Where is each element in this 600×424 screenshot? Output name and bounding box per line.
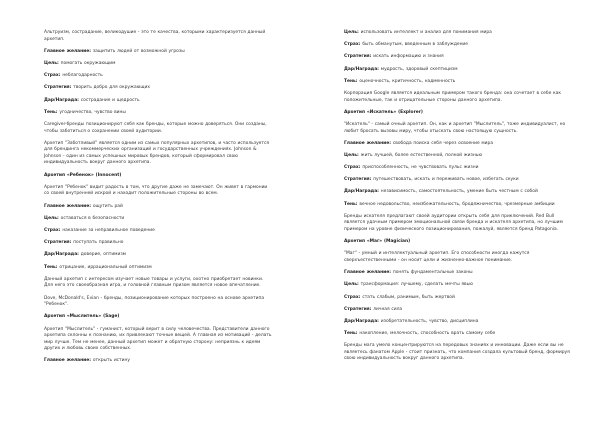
trait-colon: : xyxy=(358,165,363,171)
trait-label: Страх xyxy=(44,73,59,79)
trait-line xyxy=(344,30,576,37)
trait-colon: : xyxy=(369,306,374,312)
section-heading xyxy=(44,173,272,180)
trait-label: Страх xyxy=(344,42,359,48)
trait-colon: : xyxy=(357,152,361,158)
trait-line xyxy=(344,42,576,49)
trait-line xyxy=(344,79,576,86)
trait-value: ощутить рай xyxy=(92,203,123,209)
trait-line xyxy=(344,270,576,277)
trait-line xyxy=(44,216,272,223)
trait-line xyxy=(44,98,272,105)
trait-value: путешествовать, искать и переживать новое, избегать скуки xyxy=(373,177,519,183)
paragraph: Бренды искателя предлагают своей аудитории открыть себя для приключений. Red Bull является удачным примером эмоциональной связи бренда и искателя архетипа, но лучшим примером на уровне физического позиционирования, пожалуй, является бренд Patagonia. xyxy=(344,213,563,232)
trait-line xyxy=(44,265,272,272)
trait-value: вечное недовольство, неизбежательность, бродяжничество, чрезмерные амбиции xyxy=(359,201,555,207)
paragraph: Архетип "Заботливый" является одним из самых популярных архетипов, и часто используется для брендинга некоммерческих организаций и государственных учреждениях. Johnson & Johnson - один из самых успешных мировых брендов, который сформировал свою индивидуальность вокруг данного архетипа. xyxy=(44,140,269,166)
trait-value: защитить людей от возможной угрозы xyxy=(92,48,185,54)
trait-value: приспособленность, не чувствовать пульс жизни xyxy=(362,165,479,171)
trait-label: Тень xyxy=(44,264,56,270)
trait-label: Стратегия xyxy=(344,177,370,183)
trait-colon: : xyxy=(55,264,60,270)
trait-colon: : xyxy=(57,60,61,66)
trait-label: Цель xyxy=(344,152,358,158)
trait-value: оставаться в безопасности xyxy=(60,215,125,221)
paragraph: Бренды мага умело концентрируются на передовых знаниях и инновации. Даже если вы не являетесь фанатом Apple - стоит признать, что компания создала культовый бренд, формируя свою индивидуальность вокруг данного архетипа. xyxy=(344,343,570,362)
trait-colon: : xyxy=(389,270,393,276)
trait-value: доверие, оптимизм xyxy=(80,252,126,258)
trait-colon: : xyxy=(89,358,93,364)
trait-value: быть обманутым, введенным в заблуждение xyxy=(362,42,468,48)
trait-line xyxy=(44,240,272,247)
trait-value: сострадание и щедрость xyxy=(80,97,140,103)
trait-value: трансформация: лучшему, сделать мечты явью xyxy=(360,282,473,288)
trait-label: Страх xyxy=(344,294,359,300)
trait-colon: : xyxy=(355,201,360,207)
trait-value: независимость, самостоятельность, умение быть честным с собой xyxy=(380,189,538,195)
trait-line xyxy=(344,295,576,302)
right-column xyxy=(344,30,576,369)
trait-value: мудрость, здоровый скептицизм xyxy=(380,66,458,72)
section-heading xyxy=(344,239,576,246)
trait-line xyxy=(344,141,576,148)
trait-line xyxy=(344,282,576,289)
trait-label: Главное желание xyxy=(344,140,390,146)
trait-value: оценочность, критичность, надменность xyxy=(359,78,456,84)
trait-line xyxy=(44,252,272,259)
paragraph: Архетип "Ребенок" видит радость в том, что другие даже не замечают. Он живет в гармонии со своей внутренней искрой и находит положительные стороны во всем. xyxy=(44,184,268,197)
trait-value: понять фундаментальные законы xyxy=(392,270,473,276)
trait-label: Главное желание xyxy=(44,48,90,54)
trait-colon: : xyxy=(77,252,81,258)
trait-line xyxy=(344,165,576,172)
paragraph: Архетип "Мыслитель" - гуманист, который верит в силу человечества. Представители данного архетипа склонны к познанию, их привлекают точные вещей. А главная из мотиваций - делать мир лучше. Тем не менее, данный архетип может и обратную сторону: неприязнь к идеям других и любовь своих собственных. xyxy=(44,326,272,352)
trait-colon: : xyxy=(57,215,61,221)
trait-value: изобретательность, чувство, дисциплина xyxy=(380,318,479,324)
trait-colon: : xyxy=(389,140,393,146)
trait-label: Дар/Награда xyxy=(44,97,78,103)
section-heading-text: Архетип «Маг» (Magician) xyxy=(344,239,411,245)
trait-colon: : xyxy=(89,48,93,54)
trait-label: Главное желание xyxy=(44,203,90,209)
trait-value: стать слабым, ранимым, быть жертвой xyxy=(362,294,455,300)
trait-colon: : xyxy=(58,73,63,79)
trait-line xyxy=(44,73,272,80)
trait-label: Главное желание xyxy=(44,358,90,364)
trait-label: Цель xyxy=(44,215,58,221)
paragraph: Данный архетип с интересом изучает новые товары и услуги, охотно приобретает новинки. Для него это своеобразная игра, и головной главным призом является новое впечатление. xyxy=(44,276,264,289)
trait-colon: : xyxy=(69,240,74,246)
trait-label: Цель xyxy=(344,30,358,35)
trait-label: Страх xyxy=(44,228,59,233)
trait-label: Главное желание xyxy=(344,270,390,276)
trait-label: Тень xyxy=(344,78,356,84)
trait-line xyxy=(344,202,576,209)
paragraph: Caregiver-бренды позиционируют себя как бренды, которые можно доверяться. Они созданы, чтобы заботиться о сохранении своей аудитории. xyxy=(44,121,267,134)
trait-colon: : xyxy=(377,318,381,324)
trait-colon: : xyxy=(77,97,81,103)
trait-value: поступать правильно xyxy=(73,240,124,246)
trait-label: Дар/Награда xyxy=(344,189,378,195)
trait-line xyxy=(44,358,272,365)
trait-colon: : xyxy=(369,177,374,183)
trait-value: творить добро для окружающих xyxy=(73,85,150,91)
trait-line xyxy=(344,189,576,196)
section-heading-text: Архетип «Ребенок» (Innocent) xyxy=(44,172,122,178)
trait-label: Цель xyxy=(44,60,58,66)
trait-line xyxy=(344,307,576,314)
trait-value: искать информацию и знания xyxy=(373,54,444,60)
trait-label: Тень xyxy=(44,109,56,115)
trait-label: Стратегия xyxy=(44,240,70,246)
trait-value: свобода поиска себя через освоение мира xyxy=(392,140,494,146)
section-heading-text: Архетип «Искатель» (Explorer) xyxy=(344,109,423,115)
trait-line xyxy=(344,319,576,326)
trait-line xyxy=(44,61,272,68)
trait-value: наказание за неправильное поведение xyxy=(62,228,155,233)
trait-colon: : xyxy=(358,294,363,300)
paragraph: Альтруизм, сострадание, великодушие - это те качества, которыми характеризуется данный архетип. xyxy=(44,30,266,42)
left-column xyxy=(44,30,272,371)
section-heading xyxy=(344,110,576,117)
trait-label: Тень xyxy=(344,331,356,337)
trait-value: помогать окружающим xyxy=(60,60,116,66)
trait-line xyxy=(344,153,576,160)
trait-value: неблагодарность xyxy=(62,73,103,79)
paragraph: Dove, McDonald's, Evian - бренды, позиционирование которых построено на основе архетипа "Ребенок". xyxy=(44,295,265,308)
trait-label: Стратегия xyxy=(44,85,70,91)
paragraph: "Маг" - умный и интеллектуальный архетип. Его способности иногда кажутся сверхъестественными - он носит цели и жизненно-важное понимание. xyxy=(344,251,530,263)
trait-value: использовать интеллект и анализ для понимания мира xyxy=(360,30,492,35)
trait-value: жить лучшей, более естественной, полной жизнью xyxy=(360,152,483,158)
trait-label: Страх xyxy=(344,165,359,171)
trait-value: угодничество, чувство вины xyxy=(59,109,126,115)
trait-label: Стратегия xyxy=(344,306,370,312)
trait-label: Дар/Награда xyxy=(44,252,78,258)
trait-line xyxy=(344,54,576,61)
trait-line xyxy=(344,331,576,338)
trait-label: Дар/Награда xyxy=(344,66,378,72)
section-heading xyxy=(44,314,272,321)
trait-value: накопление, мелочность, способность врать самому себе xyxy=(359,331,496,337)
trait-line xyxy=(344,67,576,74)
trait-colon: : xyxy=(55,109,60,115)
trait-line xyxy=(44,228,272,235)
trait-label: Дар/Награда xyxy=(344,318,378,324)
trait-value: личная сила xyxy=(373,306,403,312)
trait-label: Тень xyxy=(344,201,356,207)
section-heading-text: Архетип «Мыслитель» (Sage) xyxy=(44,314,120,320)
trait-colon: : xyxy=(369,54,374,60)
trait-colon: : xyxy=(377,189,381,195)
trait-line xyxy=(344,177,576,184)
trait-colon: : xyxy=(355,78,360,84)
trait-line xyxy=(44,110,272,117)
trait-line xyxy=(44,204,272,211)
trait-colon: : xyxy=(58,228,63,233)
trait-value: открыть истину xyxy=(92,358,130,364)
trait-colon: : xyxy=(357,282,361,288)
trait-colon: : xyxy=(89,203,93,209)
trait-colon: : xyxy=(355,331,360,337)
trait-label: Стратегия xyxy=(344,54,370,60)
trait-colon: : xyxy=(358,42,363,48)
paragraph: Корпорация Google является идеальным примером такого бренда: она сочетает в себе как положительные, так и отрицательные стороны данного архетипа. xyxy=(344,90,561,103)
trait-value: отрицание, иррациональный оптимизм xyxy=(59,264,152,270)
trait-label: Цель xyxy=(344,282,358,288)
paragraph: "Искатель" - самый очный архетип. Он, как и архетип "Мыслитель", тоже индивидуалист, но любит бросать вызовы миру, чтобы отыскать свою настоящую сущность. xyxy=(344,121,566,134)
trait-line xyxy=(44,85,272,92)
trait-colon: : xyxy=(69,85,74,91)
trait-colon: : xyxy=(377,66,381,72)
trait-colon: : xyxy=(357,30,361,35)
trait-line xyxy=(44,49,272,56)
